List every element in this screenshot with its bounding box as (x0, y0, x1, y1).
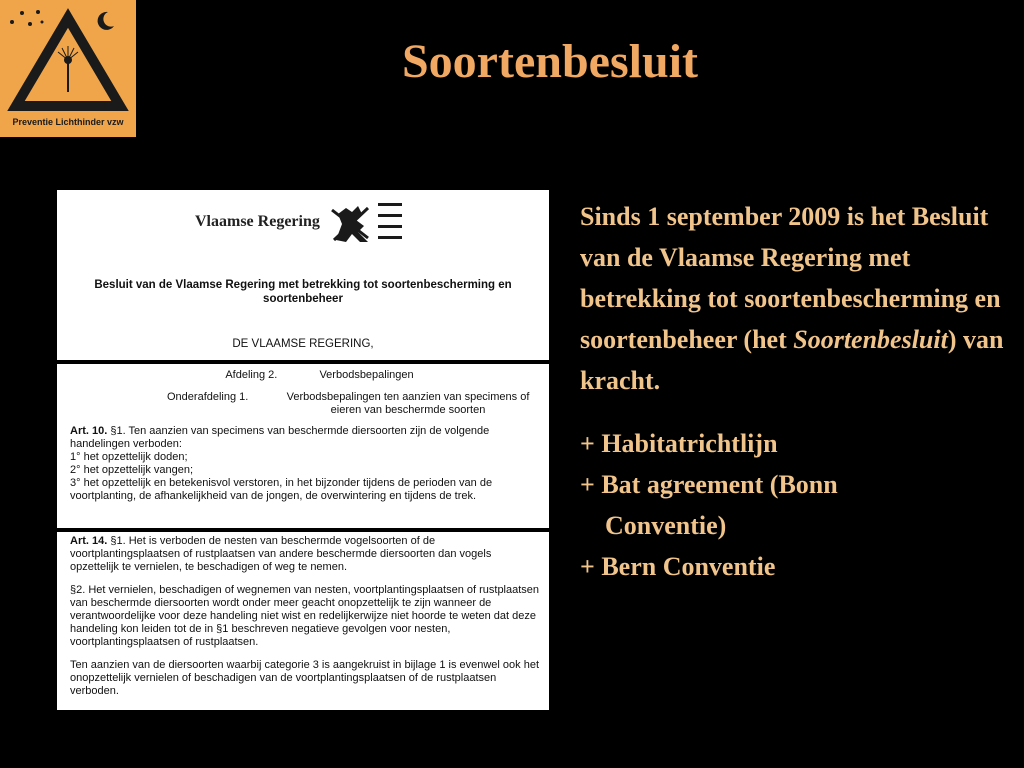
article-10 (70, 425, 539, 503)
moon-icon (98, 12, 114, 30)
article-10-line: handelingen verboden: (70, 438, 182, 450)
article-10-line: §1. Ten aanzien van specimens van beschermde diersoorten zijn de volgende (110, 425, 490, 437)
article-10-line: 3° het opzettelijk en betekenisvol verstoren, in het bijzonder tijdens de perioden van de (70, 477, 493, 489)
logo-org-name: Preventie Lichthinder vzw (12, 117, 124, 127)
government-name: Vlaamse Regering (195, 213, 320, 230)
logo (0, 0, 136, 137)
afdeling-label: Afdeling 2. (225, 369, 278, 381)
flemish-lion-icon (328, 202, 408, 246)
soortenbesluit-italic: Soortenbesluit (793, 325, 948, 354)
article-14-paragraph-3: Ten aanzien van de diersoorten waarbij categorie 3 is aangekruist in bijlage 1 is evenwel ook het onopzettelijk vernielen of beschadigen van de voortplantingsplaatsen of de rustplaatsen verboden. (70, 659, 540, 697)
onderafdeling-label: Onderafdeling 1. (167, 391, 249, 403)
document-article-10-panel (57, 364, 549, 528)
article-10-label: Art. 10. (70, 425, 108, 437)
afdeling-title: Verbodsbepalingen (319, 369, 414, 381)
article-10-line: 2° het opzettelijk vangen; (70, 464, 194, 476)
slide-body-text (580, 196, 1010, 587)
document-header-panel (57, 190, 549, 360)
onderafdeling-title: Verbodsbepalingen ten aanzien van specimens of eieren van beschermde soorten (286, 391, 530, 416)
article-10-line: 1° het opzettelijk doden; (70, 451, 188, 463)
bullet-bat-agreement: + Bat agreement (Bonn Conventie) (580, 470, 838, 540)
article-14-paragraph-1: Art. 14. §1. Het is verboden de nesten van beschermde vogelsoorten of de voortplantingsplaatsen of rustplaatsen van andere beschermde diersoorten dan vogels opzettelijk te vernielen, te beschadigen of weg te nemen. (70, 535, 492, 573)
warning-triangle-icon (0, 0, 136, 120)
stars-icon (10, 10, 44, 26)
bullet-habitatrichtlijn: + Habitatrichtlijn (580, 429, 778, 458)
decree-issuer: DE VLAAMSE REGERING, (232, 338, 374, 350)
afdeling-heading (100, 369, 539, 382)
bullet-bern-conventie: + Bern Conventie (580, 552, 776, 581)
article-14-paragraph-2: §2. Het vernielen, beschadigen of wegnemen van nesten, voortplantingsplaatsen of rustplaatsen van beschermde diersoorten wordt onder meer geacht onopzettelijk te zijn wanneer de verantwoordelijke voor deze handeling niet wist en redelijkerwijze niet hoorde te weten dat deze handeling kon leiden tot de in §1 beschreven negatieve gevolgen voor nesten, voortplantingsplaatsen of rustplaatsen. (70, 584, 540, 648)
article-14-label: Art. 14. (70, 535, 108, 547)
onderafdeling-heading (167, 391, 539, 417)
intro-paragraph: Sinds 1 september 2009 is het Besluit van de Vlaamse Regering met betrekking tot soortenbescherming en soortenbeheer (het Soortenbesluit) van kracht. (580, 202, 1004, 395)
decree-title: Besluit van de Vlaamse Regering met betrekking tot soortenbescherming en soortenbeheer (94, 279, 512, 305)
slide-title: Soortenbesluit (401, 35, 698, 88)
article-10-line: voortplanting, de afhankelijkheid van de jongen, de overwintering en tijdens de trek. (70, 490, 477, 502)
document-article-14-panel (57, 532, 549, 710)
